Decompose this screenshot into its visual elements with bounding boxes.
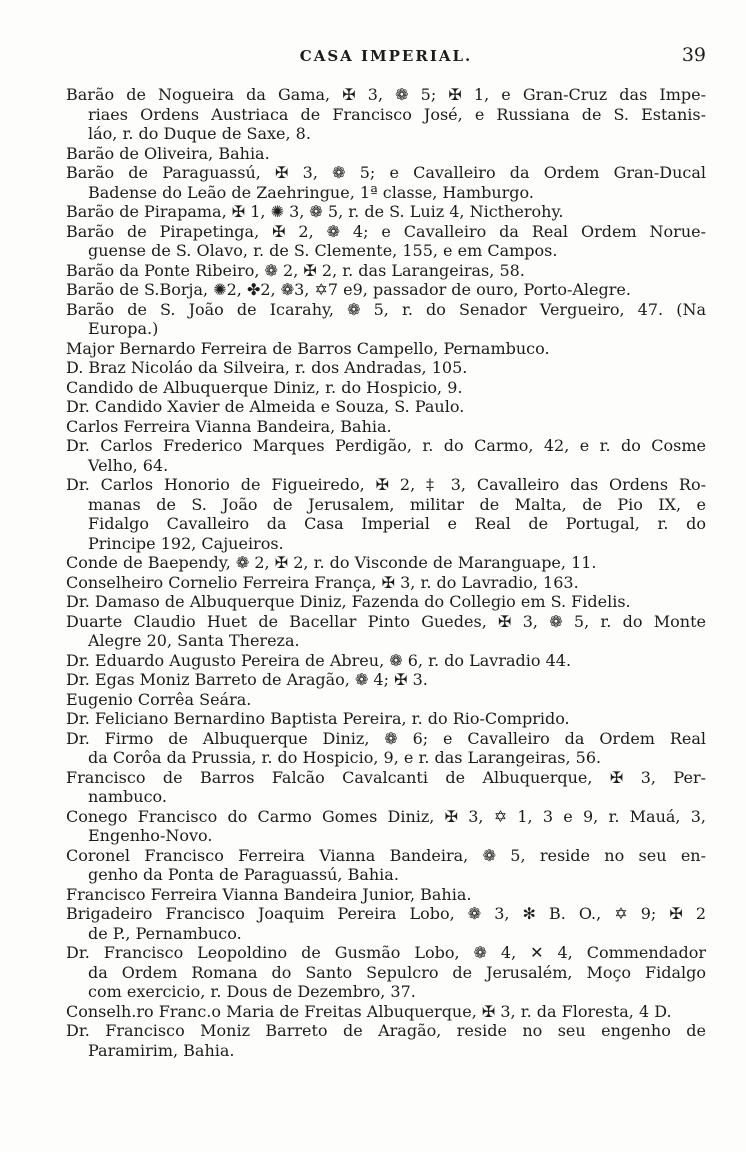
entry-line: Dr. Francisco Moniz Barreto de Aragão, reside no seu engenho de bbox=[66, 1021, 706, 1040]
directory-entry bbox=[66, 300, 706, 339]
entry-line: genho da Ponta de Paraguassú, Bahia. bbox=[88, 865, 399, 884]
directory-entry bbox=[66, 592, 706, 612]
directory-entry bbox=[66, 807, 706, 846]
entry-line: Francisco Ferreira Vianna Bandeira Junior, Bahia. bbox=[66, 884, 472, 904]
entry-line: Velho, 64. bbox=[88, 455, 169, 475]
entry-line: com exercicio, r. Dous de Dezembro, 37. bbox=[88, 982, 416, 1001]
entry-line: Francisco de Barros Falcão Cavalcanti de Albuquerque, ✠ 3, Per- bbox=[66, 767, 706, 787]
entry-line: Barão de S. João de Icarahy, ❁ 5, r. do Senador Vergueiro, 47. (Na bbox=[66, 299, 706, 319]
entry-line: guense de S. Olavo, r. de S. Clemente, 155, e em Campos. bbox=[88, 241, 558, 260]
directory-entry bbox=[66, 768, 706, 807]
directory-entry bbox=[66, 709, 706, 729]
directory-entry bbox=[66, 670, 706, 690]
entry-line: Barão de Nogueira da Gama, ✠ 3, ❁ 5; ✠ 1, e Gran-Cruz das Impe- bbox=[66, 85, 706, 104]
directory-entry bbox=[66, 436, 706, 475]
directory-entry bbox=[66, 163, 706, 202]
entry-line: Alegre 20, Santa Thereza. bbox=[88, 631, 300, 650]
entry-line: Brigadeiro Francisco Joaquim Pereira Lobo, ❁ 3, ✻ B. O., ✡ 9; ✠ 2 bbox=[66, 904, 706, 923]
entry-line: Conselheiro Cornelio Ferreira França, ✠ 3, r. do Lavradio, 163. bbox=[66, 572, 579, 592]
entry-line: Paramirim, Bahia. bbox=[88, 1040, 235, 1060]
directory-entry bbox=[66, 729, 706, 768]
directory-entry bbox=[66, 261, 706, 281]
entry-line: Dr. Feliciano Bernardino Baptista Pereira, r. do Rio-Comprido. bbox=[66, 709, 570, 728]
directory-entry bbox=[66, 573, 706, 593]
directory-entry bbox=[66, 417, 706, 437]
directory-entry bbox=[66, 651, 706, 671]
entry-line: nambuco. bbox=[88, 787, 167, 806]
directory-entry bbox=[66, 378, 706, 398]
entry-line: Carlos Ferreira Vianna Bandeira, Bahia. bbox=[66, 416, 392, 436]
directory-entry bbox=[66, 690, 706, 710]
directory-entry bbox=[66, 397, 706, 417]
directory-entry bbox=[66, 1021, 706, 1060]
directory-entry bbox=[66, 339, 706, 359]
entry-line: Europa.) bbox=[88, 319, 159, 338]
entry-line: Dr. Firmo de Albuquerque Diniz, ❁ 6; e Cavalleiro da Ordem Real bbox=[66, 728, 706, 748]
directory-entry bbox=[66, 612, 706, 651]
running-title: CASA IMPERIAL. bbox=[299, 47, 473, 65]
directory-entry bbox=[66, 1002, 706, 1022]
directory-entry bbox=[66, 358, 706, 378]
directory-entry bbox=[66, 475, 706, 553]
entry-line: Badense do Leão de Zaehringue, 1ª classe, Hamburgo. bbox=[88, 182, 534, 202]
directory-entry bbox=[66, 280, 706, 300]
entry-line: da Corôa da Prussia, r. do Hospicio, 9, e r. das Larangeiras, 56. bbox=[88, 748, 602, 767]
entry-line: Eugenio Corrêa Seára. bbox=[66, 689, 252, 709]
entry-line: Dr. Carlos Frederico Marques Perdigão, r. do Carmo, 42, e r. do Cosme bbox=[66, 436, 706, 455]
entry-line: Major Bernardo Ferreira de Barros Campello, Pernambuco. bbox=[66, 338, 550, 358]
entry-line: de P., Pernambuco. bbox=[88, 923, 242, 943]
directory-entry bbox=[66, 202, 706, 222]
entry-line: Barão de Pirapama, ✠ 1, ✺ 3, ❁ 5, r. de S. Luiz 4, Nictherohy. bbox=[66, 202, 564, 221]
entry-line: Dr. Candido Xavier de Almeida e Souza, S. Paulo. bbox=[66, 397, 465, 416]
entry-line: Dr. Damaso de Albuquerque Diniz, Fazenda do Collegio em S. Fidelis. bbox=[66, 592, 631, 611]
page-header bbox=[66, 44, 706, 68]
entry-line: Barão da Ponte Ribeiro, ❁ 2, ✠ 2, r. das Larangeiras, 58. bbox=[66, 260, 525, 280]
directory-entry bbox=[66, 846, 706, 885]
entry-line: Conde de Baependy, ❁ 2, ✠ 2, r. do Visconde de Maranguape, 11. bbox=[66, 553, 597, 572]
directory-entry bbox=[66, 85, 706, 144]
entry-line: Dr. Egas Moniz Barreto de Aragão, ❁ 4; ✠ 3. bbox=[66, 670, 428, 689]
directory-entry bbox=[66, 222, 706, 261]
entry-line: Principe 192, Cajueiros. bbox=[88, 533, 284, 553]
entry-line: Engenho-Novo. bbox=[88, 826, 213, 845]
directory-entry bbox=[66, 144, 706, 164]
entry-line: Conego Francisco do Carmo Gomes Diniz, ✠ 3, ✡ 1, 3 e 9, r. Mauá, 3, bbox=[66, 806, 706, 826]
entry-line: Barão de Paraguassú, ✠ 3, ❁ 5; e Cavalleiro da Ordem Gran-Ducal bbox=[66, 163, 706, 182]
directory-entry bbox=[66, 904, 706, 943]
directory-entry bbox=[66, 885, 706, 905]
entry-line: Candido de Albuquerque Diniz, r. do Hospicio, 9. bbox=[66, 377, 463, 397]
entry-line: D. Braz Nicoláo da Silveira, r. dos Andradas, 105. bbox=[66, 358, 468, 377]
entry-line: láo, r. do Duque de Saxe, 8. bbox=[88, 124, 311, 143]
page-number: 39 bbox=[681, 44, 706, 66]
entry-line: Duarte Claudio Huet de Bacellar Pinto Guedes, ✠ 3, ❁ 5, r. do Monte bbox=[66, 611, 706, 631]
entry-line: Dr. Eduardo Augusto Pereira de Abreu, ❁ 6, r. do Lavradio 44. bbox=[66, 650, 572, 670]
entry-line: Barão de S.Borja, ✺2, ✤2, ❁3, ✡7 e9, passador de ouro, Porto-Alegre. bbox=[66, 280, 631, 299]
directory-entry bbox=[66, 553, 706, 573]
entry-line: Coronel Francisco Ferreira Vianna Bandeira, ❁ 5, reside no seu en- bbox=[66, 845, 706, 865]
entry-line: Barão de Oliveira, Bahia. bbox=[66, 143, 270, 163]
entry-line: manas de S. João de Jerusalem, militar de Malta, de Pio IX, e bbox=[88, 494, 706, 514]
entry-line: Barão de Pirapetinga, ✠ 2, ❁ 4; e Cavalleiro da Real Ordem Norue- bbox=[66, 221, 706, 241]
entry-line: riaes Ordens Austriaca de Francisco José, e Russiana de S. Estanis- bbox=[88, 104, 706, 124]
entry-line: Conselh.ro Franc.o Maria de Freitas Albuquerque, ✠ 3, r. da Floresta, 4 D. bbox=[66, 1001, 672, 1021]
entry-line: da Ordem Romana do Santo Sepulcro de Jerusalém, Moço Fidalgo bbox=[88, 962, 706, 982]
entry-line: Dr. Carlos Honorio de Figueiredo, ✠ 2, ‡ 3, Cavalleiro das Ordens Ro- bbox=[66, 475, 706, 494]
directory-entries bbox=[66, 85, 706, 1060]
directory-entry bbox=[66, 943, 706, 1002]
entry-line: Fidalgo Cavalleiro da Casa Imperial e Real de Portugal, r. do bbox=[88, 514, 706, 533]
entry-line: Dr. Francisco Leopoldino de Gusmão Lobo, ❁ 4, ✕ 4, Commendador bbox=[66, 943, 706, 962]
